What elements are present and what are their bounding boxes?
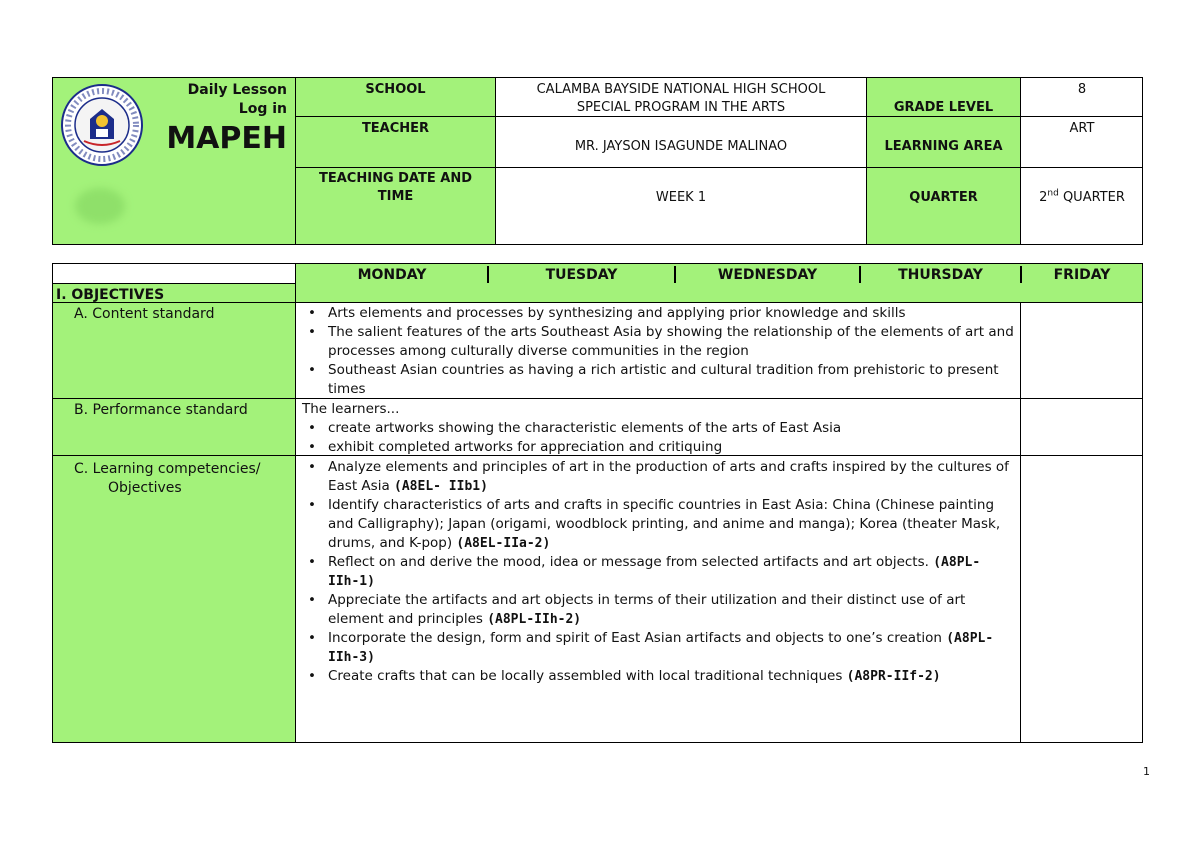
teacher-label: TEACHER [361, 121, 430, 136]
quarter-label: QUARTER [909, 190, 978, 205]
quarter-value [1021, 189, 1143, 207]
competency-code-4: (A8PL-IIh-2) [487, 612, 582, 627]
competency-text-1: Analyze elements and principles of art in the production of arts and crafts inspired by the cultures of East Asia [328, 459, 1009, 494]
performance-item-2: • exhibit completed artworks for appreciation and critiquing [328, 438, 1016, 457]
competency-text-3: Reflect on and derive the mood, idea or message from selected artifacts and art objects. [328, 554, 934, 570]
page-number: 1 [1143, 765, 1150, 778]
competency-item-1 [328, 458, 1016, 496]
competency-code-1: (A8EL- IIb1) [394, 479, 488, 494]
competency-code-2: (A8EL-IIa-2) [456, 536, 551, 551]
competency-text-2: Identify characteristics of arts and crafts in specific countries in East Asia: China (Chinese painting and Calligraphy); Japan (origami, woodblock printing, and anime and manga); Korea (theater Mask, drums, and K-pop) [328, 497, 1001, 551]
performance-intro: The learners... [302, 401, 400, 417]
competency-item-2 [328, 496, 1016, 553]
competency-label-line2: Objectives [108, 480, 182, 496]
competency-text-6: Create crafts that can be locally assembled with local traditional techniques [328, 668, 847, 684]
grade-label: GRADE LEVEL [893, 100, 994, 115]
area-label: LEARNING AREA [884, 139, 1003, 154]
labels-column-bg [53, 303, 295, 742]
title-log-in: Log in [238, 101, 287, 117]
deped-seal-logo [60, 83, 144, 167]
day-tuesday: TUESDAY [545, 267, 618, 283]
day-monday: MONDAY [357, 267, 427, 283]
quarter-suffix: nd [1047, 188, 1059, 199]
competency-list [302, 458, 1016, 686]
date-label: TEACHING DATE AND TIME [319, 171, 472, 204]
competency-code-5: (A8PL-IIh-3) [328, 631, 994, 665]
competency-item-5 [328, 629, 1016, 667]
labels-cell-bg [296, 78, 495, 244]
subject-title: MAPEH [166, 121, 287, 156]
quarter-word: QUARTER [1058, 190, 1125, 205]
school-label: SCHOOL [365, 82, 426, 97]
blurred-emblem [75, 188, 125, 224]
grade-value: 8 [1077, 82, 1087, 97]
competency-label-line1: C. Learning competencies/ [74, 461, 261, 477]
area-value: ART [1069, 121, 1095, 136]
performance-standard-list [302, 419, 1016, 457]
content-standard-label: A. Content standard [74, 306, 215, 322]
competency-code-6: (A8PR-IIf-2) [846, 669, 941, 684]
competency-text-4: Appreciate the artifacts and art objects in terms of their utilization and their distinct use of art element and principles [328, 592, 966, 627]
title-daily-lesson: Daily Lesson [187, 82, 287, 98]
day-thursday: THURSDAY [898, 267, 983, 283]
performance-item-1: • create artworks showing the characteristic elements of the arts of East Asia [328, 419, 1016, 438]
competency-item-6 [328, 667, 1016, 686]
day-wednesday: WEDNESDAY [717, 267, 818, 283]
quarter-number: 2 [1039, 190, 1048, 205]
competency-item-4 [328, 591, 1016, 629]
performance-standard-label: B. Performance standard [74, 402, 248, 418]
teacher-value: MR. JAYSON ISAGUNDE MALINAO [574, 139, 788, 154]
competency-item-3 [328, 553, 1016, 591]
content-item-2: • The salient features of the arts Southeast Asia by showing the relationship of the elements of art and processes among culturally diverse communities in the region [328, 323, 1016, 361]
date-value: WEEK 1 [655, 190, 707, 205]
content-item-3: • Southeast Asian countries as having a rich artistic and cultural tradition from prehistoric to present times [328, 361, 1016, 399]
school-value-line2: SPECIAL PROGRAM IN THE ARTS [576, 100, 786, 115]
content-item-1: • Arts elements and processes by synthesizing and applying prior knowledge and skills [328, 304, 1016, 323]
competency-text-5: Incorporate the design, form and spirit of East Asian artifacts and objects to one’s creation [328, 630, 947, 646]
objectives-heading: I. OBJECTIVES [56, 287, 165, 303]
day-friday: FRIDAY [1053, 267, 1111, 283]
school-value-line1: CALAMBA BAYSIDE NATIONAL HIGH SCHOOL [536, 82, 826, 97]
competency-code-3: (A8PL- IIh-1) [328, 555, 981, 589]
content-standard-list [302, 304, 1016, 399]
